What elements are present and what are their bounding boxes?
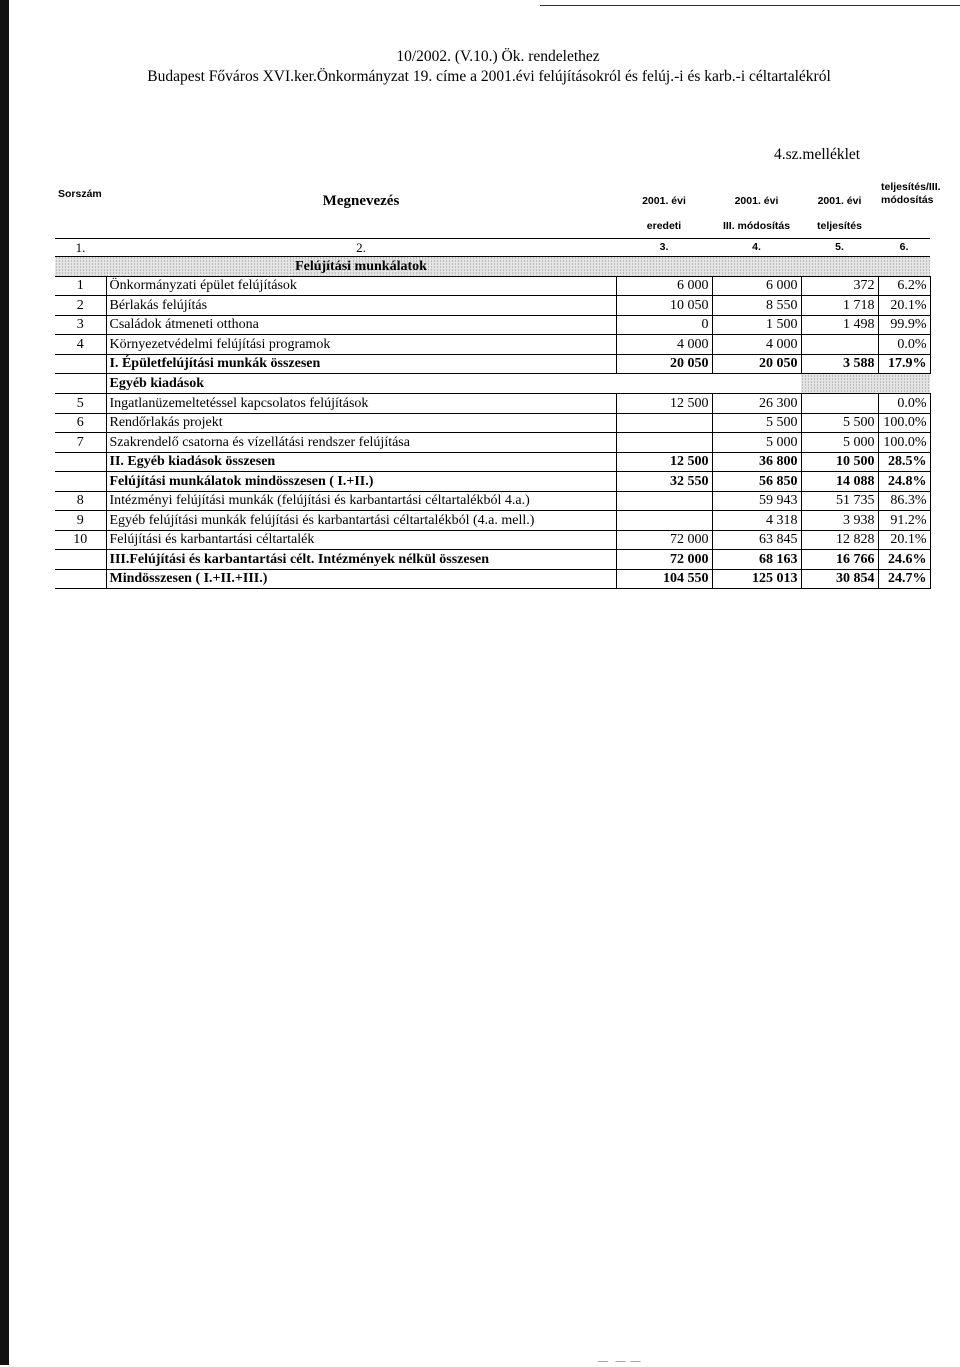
table-row	[55, 296, 930, 316]
cell-eredeti: 20 050	[616, 354, 712, 374]
header-col4-sub: III. módosítás	[722, 220, 791, 233]
table-row	[55, 335, 930, 355]
table-row	[55, 452, 930, 472]
cell-eredeti: 104 550	[616, 569, 712, 589]
scan-edge	[0, 0, 9, 1365]
table-row	[55, 315, 930, 335]
top-rule	[540, 5, 960, 6]
index-4: 4.	[712, 238, 801, 256]
cell-percent: 24.7%	[878, 569, 930, 589]
cell-teljesites	[801, 394, 878, 414]
cell-modositas: 4 000	[712, 335, 801, 355]
header-col5-sub: teljesítés	[817, 220, 862, 233]
annex-label: 4.sz.melléklet	[774, 146, 861, 163]
row-number: 2	[55, 296, 106, 316]
cell-modositas: 26 300	[712, 394, 801, 414]
cell-eredeti: 10 050	[616, 296, 712, 316]
row-number	[55, 569, 106, 589]
cell-eredeti	[616, 511, 712, 531]
cell-percent: 20.1%	[878, 296, 930, 316]
header-col3-year: 2001. évi	[642, 194, 686, 207]
cell-percent: 91.2%	[878, 511, 930, 531]
cell-percent: 28.5%	[878, 452, 930, 472]
index-1: 1.	[55, 238, 106, 256]
document-header	[0, 47, 960, 87]
cell-eredeti: 0	[616, 315, 712, 335]
cell-modositas: 125 013	[712, 569, 801, 589]
table-row	[55, 433, 930, 453]
cell-modositas: 6 000	[712, 276, 801, 296]
cell-modositas: 20 050	[712, 354, 801, 374]
row-name: Önkormányzati épület felújítások	[106, 276, 616, 296]
decree-reference: 10/2002. (V.10.) Ök. rendelethez	[396, 48, 600, 65]
cell-modositas: 4 318	[712, 511, 801, 531]
table-row	[55, 511, 930, 531]
row-number: 5	[55, 394, 106, 414]
row-number	[55, 452, 106, 472]
row-number: 9	[55, 511, 106, 531]
cell-percent: 99.9%	[878, 315, 930, 335]
row-number: 4	[55, 335, 106, 355]
cell-teljesites: 5 500	[801, 413, 878, 433]
cell-teljesites: 10 500	[801, 452, 878, 472]
table-row	[55, 276, 930, 296]
cell-eredeti: 72 000	[616, 550, 712, 570]
row-name: Rendőrlakás projekt	[106, 413, 616, 433]
header-col3-sub: eredeti	[646, 220, 682, 233]
cell-teljesites: 372	[801, 276, 878, 296]
table-row	[55, 569, 930, 589]
table-row	[55, 530, 930, 550]
row-name: Felújítási és karbantartási céltartalék	[106, 530, 616, 550]
table-row	[55, 354, 930, 374]
row-number	[55, 550, 106, 570]
renovation-table	[55, 166, 941, 589]
cell-percent: 24.8%	[878, 472, 930, 492]
cell-percent: 0.0%	[878, 394, 930, 414]
cell-percent: 20.1%	[878, 530, 930, 550]
cell-teljesites: 3 588	[801, 354, 878, 374]
index-2: 2.	[106, 238, 616, 256]
row-number: 3	[55, 315, 106, 335]
row-name: Egyéb felújítási munkák felújítási és karbantartási céltartalékból (4.a. mell.)	[106, 511, 616, 531]
table-row	[55, 491, 930, 511]
section-egyeb: Egyéb kiadások	[106, 374, 616, 394]
cell-percent: 24.6%	[878, 550, 930, 570]
index-5: 5.	[801, 238, 878, 256]
cell-percent: 86.3%	[878, 491, 930, 511]
cell-modositas: 68 163	[712, 550, 801, 570]
row-number	[55, 354, 106, 374]
table-row	[55, 550, 930, 570]
cell-teljesites: 3 938	[801, 511, 878, 531]
row-number: 8	[55, 491, 106, 511]
cell-percent: 100.0%	[878, 413, 930, 433]
cell-teljesites: 51 735	[801, 491, 878, 511]
cell-teljesites: 12 828	[801, 530, 878, 550]
cell-teljesites: 1 498	[801, 315, 878, 335]
row-number	[55, 472, 106, 492]
header-sorszam: Sorszám	[58, 188, 102, 200]
cell-percent: 6.2%	[878, 276, 930, 296]
cell-eredeti: 4 000	[616, 335, 712, 355]
header-megnevezes: Megnevezés	[322, 192, 400, 209]
row-name: Bérlakás felújítás	[106, 296, 616, 316]
row-name: I. Épületfelújítási munkák összesen	[106, 354, 616, 374]
cell-eredeti: 6 000	[616, 276, 712, 296]
row-number: 10	[55, 530, 106, 550]
cell-teljesites: 5 000	[801, 433, 878, 453]
row-name: Környezetvédelmi felújítási programok	[106, 335, 616, 355]
cell-modositas: 63 845	[712, 530, 801, 550]
row-name: Felújítási munkálatok mindösszesen ( I.+II.)	[106, 472, 616, 492]
cell-percent: 0.0%	[878, 335, 930, 355]
cell-eredeti	[616, 433, 712, 453]
cell-teljesites: 16 766	[801, 550, 878, 570]
cell-eredeti: 72 000	[616, 530, 712, 550]
cell-modositas: 5 500	[712, 413, 801, 433]
cell-teljesites: 30 854	[801, 569, 878, 589]
cell-teljesites: 14 088	[801, 472, 878, 492]
document-title: Budapest Főváros XVI.ker.Önkormányzat 19. címe a 2001.évi felújításokról és felúj.-i és karb.-i céltartalékról	[147, 68, 831, 85]
cell-teljesites	[801, 335, 878, 355]
row-number: 7	[55, 433, 106, 453]
header-col4-year: 2001. évi	[734, 194, 779, 207]
scan-mark: — — —	[598, 1356, 641, 1367]
cell-teljesites: 1 718	[801, 296, 878, 316]
cell-modositas: 8 550	[712, 296, 801, 316]
cell-eredeti	[616, 491, 712, 511]
row-name: Ingatlanüzemeltetéssel kapcsolatos felújítások	[106, 394, 616, 414]
cell-modositas: 36 800	[712, 452, 801, 472]
row-name: Családok átmeneti otthona	[106, 315, 616, 335]
cell-percent: 100.0%	[878, 433, 930, 453]
index-6: 6.	[878, 238, 930, 256]
index-3: 3.	[616, 238, 712, 256]
cell-percent: 17.9%	[878, 354, 930, 374]
cell-eredeti: 12 500	[616, 452, 712, 472]
row-name: Mindösszesen ( I.+II.+III.)	[106, 569, 616, 589]
cell-modositas: 1 500	[712, 315, 801, 335]
row-name: Intézményi felújítási munkák (felújítási és karbantartási céltartalékból 4.a.)	[106, 491, 616, 511]
table-row	[55, 394, 930, 414]
cell-eredeti: 12 500	[616, 394, 712, 414]
header-col6: teljesítés/III. módosítás	[881, 181, 941, 206]
cell-modositas: 5 000	[712, 433, 801, 453]
cell-eredeti	[616, 413, 712, 433]
cell-modositas: 59 943	[712, 491, 801, 511]
row-name: III.Felújítási és karbantartási célt. Intézmények nélkül összesen	[106, 550, 616, 570]
cell-eredeti: 32 550	[616, 472, 712, 492]
row-name: II. Egyéb kiadások összesen	[106, 452, 616, 472]
row-name: Szakrendelő csatorna és vízellátási rendszer felújítása	[106, 433, 616, 453]
table-row	[55, 472, 930, 492]
section-felujitasi: Felújítási munkálatok	[106, 256, 616, 276]
header-col5-year: 2001. évi	[817, 194, 862, 207]
table-row	[55, 413, 930, 433]
cell-modositas: 56 850	[712, 472, 801, 492]
row-number: 1	[55, 276, 106, 296]
row-number: 6	[55, 413, 106, 433]
